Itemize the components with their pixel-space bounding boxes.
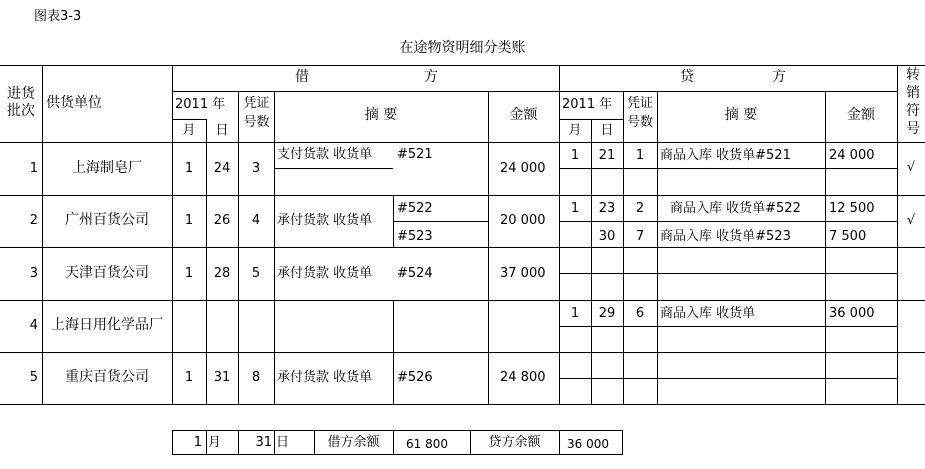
header-debit-left: 借 [295, 69, 309, 85]
row-5-debit-voucher: 8 [251, 370, 261, 385]
ledger-title: 在途物资明细分类账 [399, 40, 526, 56]
row-2-credit-amount-1: 12 500 [829, 201, 875, 216]
row-2-transfer-mark: √ [906, 213, 916, 228]
header-credit-summary: 摘 要 [724, 107, 758, 123]
row-3-batch: 3 [29, 266, 38, 281]
row-4-batch: 4 [29, 318, 38, 333]
footer-debit-balance-label: 借方余额 [327, 435, 380, 450]
row-2-credit-month-1: 1 [570, 201, 580, 216]
header-credit-month: 月 [568, 123, 582, 138]
row-4-credit-voucher: 6 [635, 306, 645, 321]
header-transfer-2: 销 [906, 85, 920, 101]
row-1-debit-month: 1 [184, 161, 194, 176]
row-4-supplier: 上海日用化学品厂 [51, 317, 163, 333]
header-credit-left: 贷 [680, 69, 694, 85]
row-1-debit-amount: 24 000 [500, 161, 546, 176]
header-transfer-1: 转 [906, 67, 920, 83]
header-transfer-4: 号 [906, 121, 920, 137]
header-batch-line2: 批次 [7, 103, 35, 119]
row-3-debit-summary: 承付货款 收货单 [277, 266, 373, 281]
footer-credit-balance-value: 36 000 [567, 437, 609, 451]
header-debit-right: 方 [424, 69, 438, 85]
row-5-debit-month: 1 [184, 370, 194, 385]
row-4-credit-amount: 36 000 [829, 306, 875, 321]
header-transfer-3: 符 [906, 103, 920, 119]
header-batch-line1: 进货 [7, 86, 35, 102]
row-2-debit-day: 26 [213, 213, 231, 228]
header-credit-voucher-2: 号数 [626, 115, 653, 130]
row-3-debit-receipt: #524 [397, 266, 433, 281]
footer-month-label: 月 [208, 435, 222, 450]
row-2-credit-day-1: 23 [598, 201, 616, 216]
row-2-debit-receipt-2: #523 [397, 229, 433, 244]
row-2-credit-day-2: 30 [598, 229, 616, 244]
header-debit-month: 月 [182, 123, 196, 138]
row-3-debit-day: 28 [213, 266, 231, 281]
header-debit-year: 2011 年 [175, 97, 226, 112]
row-1-debit-voucher: 3 [251, 161, 261, 176]
row-2-credit-amount-2: 7 500 [829, 229, 867, 244]
row-1-credit-day: 21 [598, 148, 616, 163]
row-4-credit-month: 1 [570, 306, 580, 321]
row-2-supplier: 广州百货公司 [65, 212, 149, 228]
footer-credit-balance-label: 贷方余额 [488, 435, 541, 450]
row-2-batch: 2 [29, 213, 38, 228]
row-5-debit-amount: 24 800 [500, 370, 546, 385]
footer-debit-balance-value: 61 800 [406, 437, 448, 451]
header-credit-voucher-1: 凭证 [626, 96, 653, 111]
header-credit-amount: 金额 [847, 107, 875, 123]
row-3-supplier: 天津百货公司 [65, 265, 149, 281]
row-5-supplier: 重庆百货公司 [65, 369, 149, 385]
footer-day-value: 31 [255, 435, 272, 450]
header-credit-year: 2011 年 [562, 97, 613, 112]
row-2-debit-voucher: 4 [251, 213, 261, 228]
row-4-credit-day: 29 [598, 306, 616, 321]
row-1-credit-summary: 商品入库 收货单#521 [660, 148, 791, 163]
row-1-credit-amount: 24 000 [829, 148, 875, 163]
header-supplier: 供货单位 [46, 95, 102, 111]
row-3-debit-amount: 37 000 [500, 266, 546, 281]
row-2-debit-summary: 承付货款 收货单 [277, 213, 373, 228]
row-2-debit-amount: 20 000 [500, 213, 546, 228]
row-1-supplier: 上海制皂厂 [72, 160, 142, 176]
row-1-credit-voucher: 1 [635, 148, 645, 163]
row-1-debit-day: 24 [213, 161, 231, 176]
row-2-credit-summary-2: 商品入库 收货单#523 [660, 229, 791, 244]
row-5-debit-day: 31 [213, 370, 231, 385]
row-2-credit-voucher-1: 2 [635, 201, 645, 216]
footer-month-value: 1 [193, 435, 202, 450]
footer-day-label: 日 [276, 435, 290, 450]
row-2-credit-summary-1: 商品入库 收货单#522 [670, 201, 801, 216]
row-5-debit-summary: 承付货款 收货单 [277, 370, 373, 385]
row-2-credit-voucher-2: 7 [635, 229, 645, 244]
header-credit-right: 方 [772, 69, 786, 85]
row-1-debit-summary: 支付货款 收货单 [277, 147, 373, 162]
figure-caption: 图表3-3 [34, 9, 82, 24]
header-debit-voucher-2: 号数 [243, 115, 270, 130]
row-5-debit-receipt: #526 [397, 370, 433, 385]
header-debit-amount: 金额 [509, 107, 538, 123]
row-1-credit-month: 1 [570, 148, 580, 163]
header-credit-day: 日 [600, 123, 614, 138]
row-1-transfer-mark: √ [906, 160, 916, 175]
row-5-batch: 5 [29, 370, 38, 385]
row-3-debit-voucher: 5 [251, 266, 261, 281]
row-2-debit-receipt-1: #522 [397, 201, 433, 216]
row-1-batch: 1 [29, 161, 38, 176]
header-debit-day: 日 [215, 123, 229, 138]
row-3-debit-month: 1 [184, 266, 194, 281]
header-debit-summary: 摘 要 [364, 107, 398, 123]
row-2-debit-month: 1 [184, 213, 194, 228]
row-4-credit-summary: 商品入库 收货单 [660, 306, 756, 321]
header-debit-voucher-1: 凭证 [243, 96, 270, 111]
row-1-debit-receipt: #521 [397, 147, 433, 162]
